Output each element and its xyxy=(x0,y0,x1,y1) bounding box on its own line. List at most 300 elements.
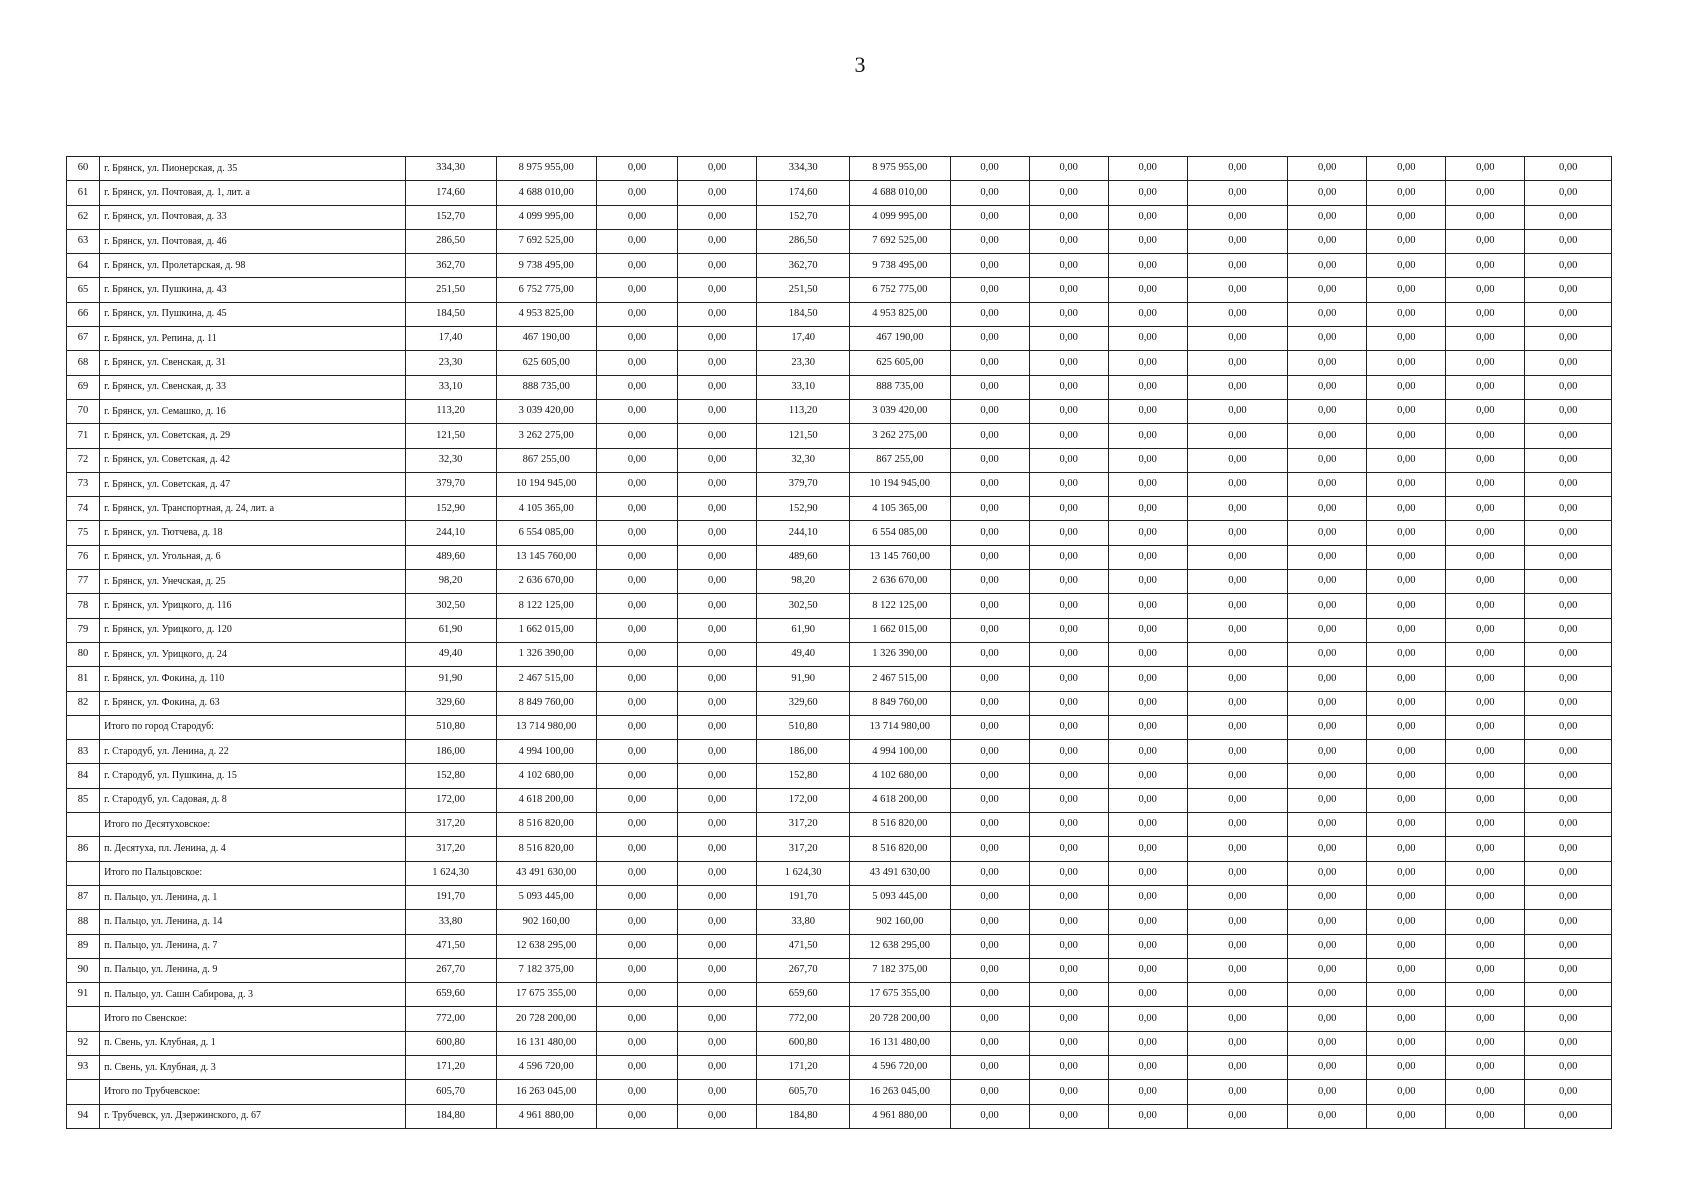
zero-cell: 0,00 xyxy=(596,254,677,278)
area-cell: 152,90 xyxy=(405,497,496,521)
area-cell: 186,00 xyxy=(405,740,496,764)
zero-cell: 0,00 xyxy=(1446,278,1525,302)
cost-cell: 8 849 760,00 xyxy=(496,691,596,715)
zero-cell: 0,00 xyxy=(678,424,757,448)
row-number-cell: 92 xyxy=(67,1031,100,1055)
area-cell: 772,00 xyxy=(405,1007,496,1031)
zero-cell: 0,00 xyxy=(596,302,677,326)
zero-cell: 0,00 xyxy=(1367,424,1446,448)
area-total-cell: 317,20 xyxy=(757,813,850,837)
table-row xyxy=(67,497,1612,521)
zero-cell: 0,00 xyxy=(950,861,1029,885)
table-row xyxy=(67,302,1612,326)
zero-cell: 0,00 xyxy=(950,521,1029,545)
zero-cell: 0,00 xyxy=(1187,157,1287,181)
cost-total-cell: 8 975 955,00 xyxy=(850,157,950,181)
zero-cell: 0,00 xyxy=(1525,715,1612,739)
zero-cell: 0,00 xyxy=(596,983,677,1007)
area-total-cell: 302,50 xyxy=(757,594,850,618)
cost-total-cell: 4 105 365,00 xyxy=(850,497,950,521)
zero-cell: 0,00 xyxy=(1288,302,1367,326)
zero-cell: 0,00 xyxy=(1288,788,1367,812)
zero-cell: 0,00 xyxy=(1187,885,1287,909)
address-cell: г. Брянск, ул. Почтовая, д. 1, лит. а xyxy=(100,181,406,205)
area-total-cell: 191,70 xyxy=(757,885,850,909)
zero-cell: 0,00 xyxy=(1187,351,1287,375)
cost-cell: 3 262 275,00 xyxy=(496,424,596,448)
area-cell: 286,50 xyxy=(405,229,496,253)
table-row xyxy=(67,1055,1612,1079)
cost-total-cell: 10 194 945,00 xyxy=(850,472,950,496)
zero-cell: 0,00 xyxy=(950,545,1029,569)
row-number-cell: 63 xyxy=(67,229,100,253)
cost-cell: 625 605,00 xyxy=(496,351,596,375)
zero-cell: 0,00 xyxy=(1367,667,1446,691)
zero-cell: 0,00 xyxy=(1288,327,1367,351)
area-cell: 61,90 xyxy=(405,618,496,642)
zero-cell: 0,00 xyxy=(1367,302,1446,326)
row-number-cell: 76 xyxy=(67,545,100,569)
zero-cell: 0,00 xyxy=(1525,351,1612,375)
zero-cell: 0,00 xyxy=(1288,157,1367,181)
zero-cell: 0,00 xyxy=(596,545,677,569)
area-cell: 184,80 xyxy=(405,1104,496,1128)
zero-cell: 0,00 xyxy=(1446,740,1525,764)
zero-cell: 0,00 xyxy=(1029,1104,1108,1128)
zero-cell: 0,00 xyxy=(596,497,677,521)
cost-cell: 867 255,00 xyxy=(496,448,596,472)
row-number-cell: 77 xyxy=(67,570,100,594)
cost-cell: 4 105 365,00 xyxy=(496,497,596,521)
zero-cell: 0,00 xyxy=(1029,618,1108,642)
zero-cell: 0,00 xyxy=(1446,837,1525,861)
row-number-cell: 88 xyxy=(67,910,100,934)
zero-cell: 0,00 xyxy=(1525,278,1612,302)
zero-cell: 0,00 xyxy=(1525,788,1612,812)
address-cell: г. Брянск, ул. Тютчева, д. 18 xyxy=(100,521,406,545)
cost-total-cell: 4 618 200,00 xyxy=(850,788,950,812)
zero-cell: 0,00 xyxy=(1029,375,1108,399)
cost-cell: 902 160,00 xyxy=(496,910,596,934)
cost-cell: 9 738 495,00 xyxy=(496,254,596,278)
zero-cell: 0,00 xyxy=(1288,642,1367,666)
zero-cell: 0,00 xyxy=(678,618,757,642)
cost-total-cell: 4 961 880,00 xyxy=(850,1104,950,1128)
zero-cell: 0,00 xyxy=(1367,618,1446,642)
area-cell: 23,30 xyxy=(405,351,496,375)
zero-cell: 0,00 xyxy=(1108,327,1187,351)
address-cell: г. Брянск, ул. Свенская, д. 33 xyxy=(100,375,406,399)
table-row xyxy=(67,910,1612,934)
address-cell: п. Свень, ул. Клубная, д. 3 xyxy=(100,1055,406,1079)
cost-total-cell: 8 122 125,00 xyxy=(850,594,950,618)
zero-cell: 0,00 xyxy=(596,740,677,764)
cost-cell: 10 194 945,00 xyxy=(496,472,596,496)
area-cell: 251,50 xyxy=(405,278,496,302)
zero-cell: 0,00 xyxy=(678,399,757,423)
zero-cell: 0,00 xyxy=(596,813,677,837)
table-body xyxy=(67,157,1612,1129)
area-total-cell: 171,20 xyxy=(757,1055,850,1079)
zero-cell: 0,00 xyxy=(1029,448,1108,472)
zero-cell: 0,00 xyxy=(596,521,677,545)
zero-cell: 0,00 xyxy=(1029,302,1108,326)
address-cell: п. Десятуха, пл. Ленина, д. 4 xyxy=(100,837,406,861)
zero-cell: 0,00 xyxy=(1525,618,1612,642)
row-number-cell: 72 xyxy=(67,448,100,472)
zero-cell: 0,00 xyxy=(950,1080,1029,1104)
row-number-cell: 69 xyxy=(67,375,100,399)
zero-cell: 0,00 xyxy=(1029,399,1108,423)
zero-cell: 0,00 xyxy=(678,545,757,569)
zero-cell: 0,00 xyxy=(1029,351,1108,375)
zero-cell: 0,00 xyxy=(596,861,677,885)
zero-cell: 0,00 xyxy=(1108,157,1187,181)
zero-cell: 0,00 xyxy=(1288,837,1367,861)
table-row xyxy=(67,764,1612,788)
zero-cell: 0,00 xyxy=(1446,813,1525,837)
zero-cell: 0,00 xyxy=(1187,521,1287,545)
cost-total-cell: 4 953 825,00 xyxy=(850,302,950,326)
zero-cell: 0,00 xyxy=(950,424,1029,448)
zero-cell: 0,00 xyxy=(1367,885,1446,909)
area-total-cell: 510,80 xyxy=(757,715,850,739)
area-total-cell: 33,80 xyxy=(757,910,850,934)
row-number-cell: 66 xyxy=(67,302,100,326)
cost-total-cell: 6 752 775,00 xyxy=(850,278,950,302)
zero-cell: 0,00 xyxy=(1367,934,1446,958)
cost-cell: 888 735,00 xyxy=(496,375,596,399)
zero-cell: 0,00 xyxy=(1187,1031,1287,1055)
zero-cell: 0,00 xyxy=(1108,278,1187,302)
address-cell: г. Брянск, ул. Советская, д. 29 xyxy=(100,424,406,448)
zero-cell: 0,00 xyxy=(1187,497,1287,521)
zero-cell: 0,00 xyxy=(1108,788,1187,812)
zero-cell: 0,00 xyxy=(1187,788,1287,812)
zero-cell: 0,00 xyxy=(950,327,1029,351)
cost-cell: 1 326 390,00 xyxy=(496,642,596,666)
zero-cell: 0,00 xyxy=(1029,472,1108,496)
zero-cell: 0,00 xyxy=(1288,958,1367,982)
zero-cell: 0,00 xyxy=(1288,861,1367,885)
zero-cell: 0,00 xyxy=(1446,351,1525,375)
zero-cell: 0,00 xyxy=(678,740,757,764)
row-number-cell xyxy=(67,813,100,837)
zero-cell: 0,00 xyxy=(1367,521,1446,545)
zero-cell: 0,00 xyxy=(950,910,1029,934)
zero-cell: 0,00 xyxy=(596,570,677,594)
zero-cell: 0,00 xyxy=(1446,764,1525,788)
zero-cell: 0,00 xyxy=(1187,254,1287,278)
zero-cell: 0,00 xyxy=(950,715,1029,739)
row-number-cell: 78 xyxy=(67,594,100,618)
cost-total-cell: 1 662 015,00 xyxy=(850,618,950,642)
zero-cell: 0,00 xyxy=(678,1104,757,1128)
area-cell: 113,20 xyxy=(405,399,496,423)
zero-cell: 0,00 xyxy=(950,691,1029,715)
zero-cell: 0,00 xyxy=(1367,497,1446,521)
zero-cell: 0,00 xyxy=(1367,1104,1446,1128)
zero-cell: 0,00 xyxy=(1525,594,1612,618)
zero-cell: 0,00 xyxy=(596,448,677,472)
zero-cell: 0,00 xyxy=(950,181,1029,205)
zero-cell: 0,00 xyxy=(1187,545,1287,569)
cost-total-cell: 888 735,00 xyxy=(850,375,950,399)
table-row xyxy=(67,983,1612,1007)
zero-cell: 0,00 xyxy=(1108,983,1187,1007)
table-row xyxy=(67,691,1612,715)
zero-cell: 0,00 xyxy=(1525,1104,1612,1128)
zero-cell: 0,00 xyxy=(950,618,1029,642)
zero-cell: 0,00 xyxy=(1367,327,1446,351)
area-total-cell: 121,50 xyxy=(757,424,850,448)
zero-cell: 0,00 xyxy=(1288,740,1367,764)
area-total-cell: 251,50 xyxy=(757,278,850,302)
cost-total-cell: 3 039 420,00 xyxy=(850,399,950,423)
address-cell: г. Брянск, ул. Угольная, д. 6 xyxy=(100,545,406,569)
zero-cell: 0,00 xyxy=(950,740,1029,764)
area-total-cell: 172,00 xyxy=(757,788,850,812)
row-number-cell xyxy=(67,861,100,885)
zero-cell: 0,00 xyxy=(1525,861,1612,885)
area-total-cell: 98,20 xyxy=(757,570,850,594)
zero-cell: 0,00 xyxy=(1029,691,1108,715)
cost-total-cell: 16 263 045,00 xyxy=(850,1080,950,1104)
zero-cell: 0,00 xyxy=(678,157,757,181)
row-number-cell: 87 xyxy=(67,885,100,909)
zero-cell: 0,00 xyxy=(1525,302,1612,326)
zero-cell: 0,00 xyxy=(1446,861,1525,885)
zero-cell: 0,00 xyxy=(1446,399,1525,423)
zero-cell: 0,00 xyxy=(950,642,1029,666)
zero-cell: 0,00 xyxy=(950,302,1029,326)
area-total-cell: 244,10 xyxy=(757,521,850,545)
cost-total-cell: 43 491 630,00 xyxy=(850,861,950,885)
area-cell: 184,50 xyxy=(405,302,496,326)
zero-cell: 0,00 xyxy=(1029,1007,1108,1031)
zero-cell: 0,00 xyxy=(950,837,1029,861)
row-number-cell: 62 xyxy=(67,205,100,229)
zero-cell: 0,00 xyxy=(1108,813,1187,837)
zero-cell: 0,00 xyxy=(1187,594,1287,618)
zero-cell: 0,00 xyxy=(1367,254,1446,278)
zero-cell: 0,00 xyxy=(1108,594,1187,618)
zero-cell: 0,00 xyxy=(1108,570,1187,594)
area-total-cell: 267,70 xyxy=(757,958,850,982)
zero-cell: 0,00 xyxy=(1446,715,1525,739)
cost-total-cell: 8 516 820,00 xyxy=(850,837,950,861)
zero-cell: 0,00 xyxy=(1029,570,1108,594)
zero-cell: 0,00 xyxy=(1525,885,1612,909)
zero-cell: 0,00 xyxy=(1446,254,1525,278)
zero-cell: 0,00 xyxy=(1288,667,1367,691)
zero-cell: 0,00 xyxy=(1187,327,1287,351)
row-number-cell: 81 xyxy=(67,667,100,691)
cost-total-cell: 867 255,00 xyxy=(850,448,950,472)
zero-cell: 0,00 xyxy=(1187,278,1287,302)
cost-cell: 4 994 100,00 xyxy=(496,740,596,764)
zero-cell: 0,00 xyxy=(1525,910,1612,934)
zero-cell: 0,00 xyxy=(1187,1007,1287,1031)
area-total-cell: 174,60 xyxy=(757,181,850,205)
zero-cell: 0,00 xyxy=(1446,1104,1525,1128)
area-total-cell: 17,40 xyxy=(757,327,850,351)
zero-cell: 0,00 xyxy=(1446,302,1525,326)
area-cell: 334,30 xyxy=(405,157,496,181)
area-total-cell: 286,50 xyxy=(757,229,850,253)
zero-cell: 0,00 xyxy=(1029,837,1108,861)
zero-cell: 0,00 xyxy=(1108,181,1187,205)
zero-cell: 0,00 xyxy=(1525,472,1612,496)
zero-cell: 0,00 xyxy=(1446,570,1525,594)
zero-cell: 0,00 xyxy=(1029,861,1108,885)
zero-cell: 0,00 xyxy=(1288,278,1367,302)
zero-cell: 0,00 xyxy=(1187,861,1287,885)
area-cell: 191,70 xyxy=(405,885,496,909)
row-number-cell: 60 xyxy=(67,157,100,181)
zero-cell: 0,00 xyxy=(1187,399,1287,423)
cost-cell: 13 145 760,00 xyxy=(496,545,596,569)
cost-cell: 4 961 880,00 xyxy=(496,1104,596,1128)
zero-cell: 0,00 xyxy=(596,691,677,715)
row-number-cell: 83 xyxy=(67,740,100,764)
row-number-cell: 86 xyxy=(67,837,100,861)
zero-cell: 0,00 xyxy=(950,472,1029,496)
cost-total-cell: 17 675 355,00 xyxy=(850,983,950,1007)
cost-cell: 6 752 775,00 xyxy=(496,278,596,302)
zero-cell: 0,00 xyxy=(1187,618,1287,642)
cost-total-cell: 6 554 085,00 xyxy=(850,521,950,545)
cost-cell: 17 675 355,00 xyxy=(496,983,596,1007)
area-total-cell: 61,90 xyxy=(757,618,850,642)
zero-cell: 0,00 xyxy=(1108,229,1187,253)
zero-cell: 0,00 xyxy=(1108,302,1187,326)
zero-cell: 0,00 xyxy=(596,424,677,448)
area-total-cell: 152,70 xyxy=(757,205,850,229)
area-total-cell: 334,30 xyxy=(757,157,850,181)
zero-cell: 0,00 xyxy=(1108,497,1187,521)
zero-cell: 0,00 xyxy=(678,570,757,594)
zero-cell: 0,00 xyxy=(950,229,1029,253)
zero-cell: 0,00 xyxy=(1108,448,1187,472)
zero-cell: 0,00 xyxy=(1108,764,1187,788)
row-number-cell: 71 xyxy=(67,424,100,448)
address-cell: г. Брянск, ул. Репина, д. 11 xyxy=(100,327,406,351)
zero-cell: 0,00 xyxy=(1187,691,1287,715)
area-cell: 121,50 xyxy=(405,424,496,448)
zero-cell: 0,00 xyxy=(1108,740,1187,764)
table-row xyxy=(67,254,1612,278)
row-number-cell: 74 xyxy=(67,497,100,521)
zero-cell: 0,00 xyxy=(1367,1080,1446,1104)
zero-cell: 0,00 xyxy=(950,497,1029,521)
area-total-cell: 605,70 xyxy=(757,1080,850,1104)
zero-cell: 0,00 xyxy=(1029,205,1108,229)
row-number-cell: 82 xyxy=(67,691,100,715)
area-total-cell: 184,50 xyxy=(757,302,850,326)
row-number-cell: 84 xyxy=(67,764,100,788)
zero-cell: 0,00 xyxy=(1525,764,1612,788)
zero-cell: 0,00 xyxy=(678,934,757,958)
zero-cell: 0,00 xyxy=(1367,448,1446,472)
zero-cell: 0,00 xyxy=(1108,205,1187,229)
address-cell: п. Пальцо, ул. Ленина, д. 7 xyxy=(100,934,406,958)
zero-cell: 0,00 xyxy=(1367,837,1446,861)
zero-cell: 0,00 xyxy=(678,254,757,278)
zero-cell: 0,00 xyxy=(1446,1055,1525,1079)
address-cell: г. Брянск, ул. Урицкого, д. 24 xyxy=(100,642,406,666)
zero-cell: 0,00 xyxy=(1029,521,1108,545)
zero-cell: 0,00 xyxy=(596,885,677,909)
area-total-cell: 772,00 xyxy=(757,1007,850,1031)
zero-cell: 0,00 xyxy=(1367,813,1446,837)
zero-cell: 0,00 xyxy=(1446,157,1525,181)
cost-total-cell: 902 160,00 xyxy=(850,910,950,934)
cost-total-cell: 4 596 720,00 xyxy=(850,1055,950,1079)
zero-cell: 0,00 xyxy=(1187,424,1287,448)
cost-total-cell: 625 605,00 xyxy=(850,351,950,375)
zero-cell: 0,00 xyxy=(1525,667,1612,691)
table-row xyxy=(67,1104,1612,1128)
zero-cell: 0,00 xyxy=(596,351,677,375)
zero-cell: 0,00 xyxy=(596,205,677,229)
area-total-cell: 659,60 xyxy=(757,983,850,1007)
zero-cell: 0,00 xyxy=(1288,813,1367,837)
zero-cell: 0,00 xyxy=(678,764,757,788)
area-cell: 17,40 xyxy=(405,327,496,351)
zero-cell: 0,00 xyxy=(1108,691,1187,715)
zero-cell: 0,00 xyxy=(1029,254,1108,278)
zero-cell: 0,00 xyxy=(1525,740,1612,764)
zero-cell: 0,00 xyxy=(1288,254,1367,278)
cost-cell: 43 491 630,00 xyxy=(496,861,596,885)
zero-cell: 0,00 xyxy=(1525,983,1612,1007)
zero-cell: 0,00 xyxy=(1029,934,1108,958)
zero-cell: 0,00 xyxy=(1525,229,1612,253)
zero-cell: 0,00 xyxy=(678,910,757,934)
area-cell: 302,50 xyxy=(405,594,496,618)
zero-cell: 0,00 xyxy=(1288,351,1367,375)
area-cell: 33,10 xyxy=(405,375,496,399)
zero-cell: 0,00 xyxy=(1446,958,1525,982)
data-table xyxy=(66,156,1612,1129)
area-total-cell: 1 624,30 xyxy=(757,861,850,885)
row-number-cell: 64 xyxy=(67,254,100,278)
zero-cell: 0,00 xyxy=(1108,545,1187,569)
zero-cell: 0,00 xyxy=(1446,667,1525,691)
table-row xyxy=(67,934,1612,958)
zero-cell: 0,00 xyxy=(1108,375,1187,399)
zero-cell: 0,00 xyxy=(1187,302,1287,326)
row-number-cell: 94 xyxy=(67,1104,100,1128)
zero-cell: 0,00 xyxy=(678,375,757,399)
address-cell: Итого по город Стародуб: xyxy=(100,715,406,739)
row-number-cell: 80 xyxy=(67,642,100,666)
zero-cell: 0,00 xyxy=(950,885,1029,909)
zero-cell: 0,00 xyxy=(1367,157,1446,181)
zero-cell: 0,00 xyxy=(1187,667,1287,691)
cost-cell: 7 692 525,00 xyxy=(496,229,596,253)
zero-cell: 0,00 xyxy=(678,983,757,1007)
zero-cell: 0,00 xyxy=(1288,983,1367,1007)
zero-cell: 0,00 xyxy=(678,885,757,909)
zero-cell: 0,00 xyxy=(596,642,677,666)
area-total-cell: 489,60 xyxy=(757,545,850,569)
zero-cell: 0,00 xyxy=(1108,351,1187,375)
address-cell: п. Пальцо, ул. Ленина, д. 1 xyxy=(100,885,406,909)
area-cell: 152,70 xyxy=(405,205,496,229)
zero-cell: 0,00 xyxy=(1288,1104,1367,1128)
